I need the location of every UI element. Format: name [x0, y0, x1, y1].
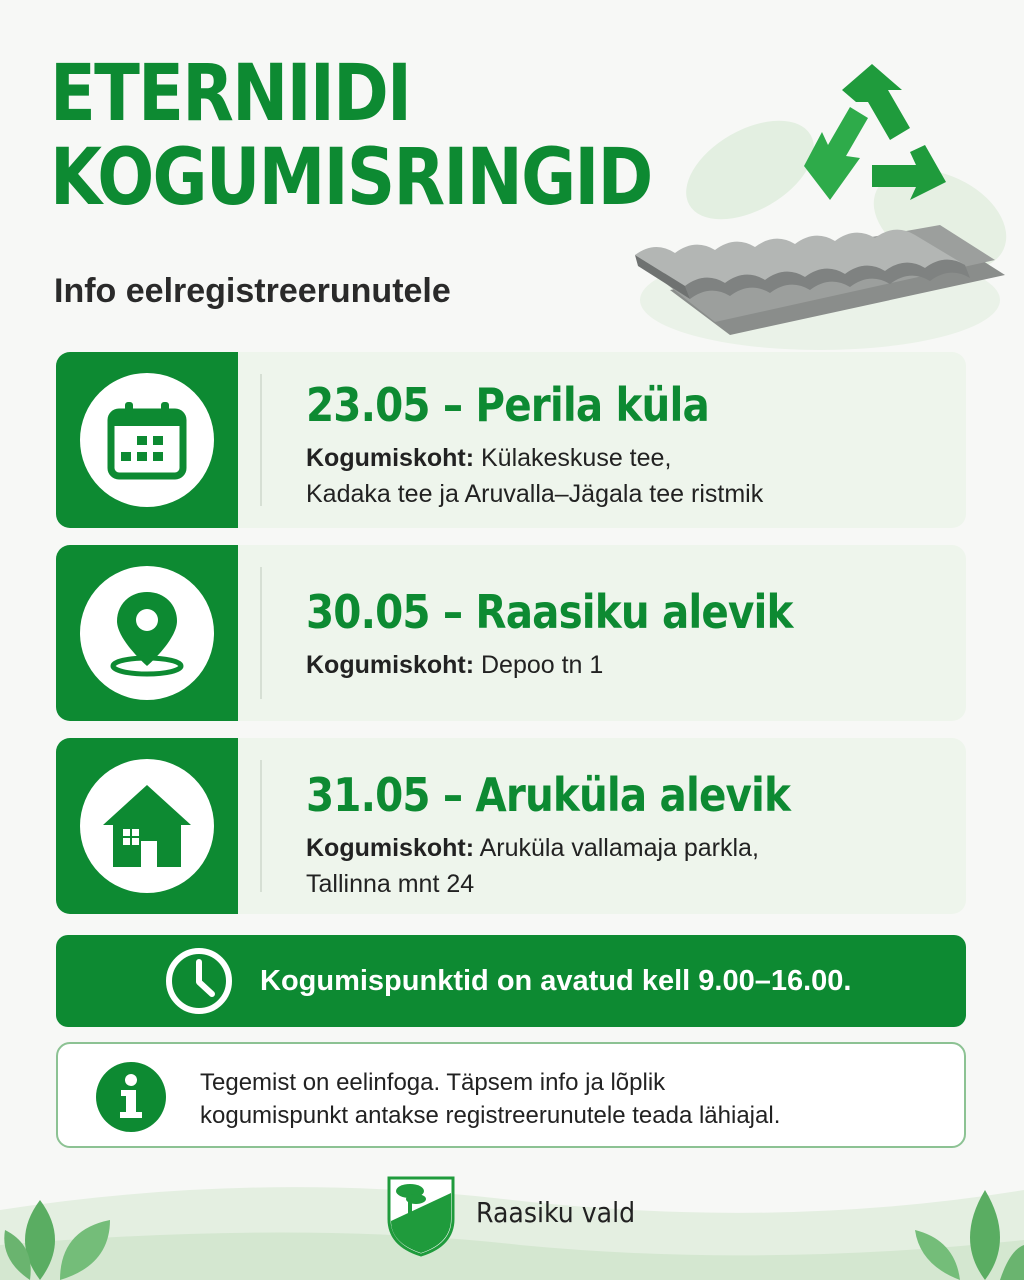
- event-card-perila: [56, 352, 966, 528]
- event-heading: 30.05 – Raasiku alevik: [306, 585, 793, 639]
- location-line-1: Aruküla vallamaja parkla,: [474, 834, 759, 862]
- event-heading: 23.05 – Perila küla: [306, 378, 709, 432]
- info-line-1: Tegemist on eelinfoga. Täpsem info ja lõplik: [200, 1069, 666, 1096]
- event-location: [306, 440, 946, 512]
- location-label: Kogumiskoht:: [306, 651, 475, 679]
- card-icon-panel: [56, 738, 238, 914]
- info-icon: [96, 1062, 166, 1132]
- title-line-1: ETERNIIDI: [50, 49, 411, 139]
- info-text: [200, 1066, 944, 1132]
- event-heading: 31.05 – Aruküla alevik: [306, 768, 791, 822]
- divider: [260, 374, 262, 506]
- opening-hours-text: Kogumispunktid on avatud kell 9.00–16.00.: [260, 964, 852, 997]
- event-card-arukula: [56, 738, 966, 914]
- location-label: Kogumiskoht:: [306, 834, 475, 862]
- recycle-icon: [804, 64, 946, 200]
- location-line-2: Tallinna mnt 24: [306, 870, 475, 898]
- info-notice: [56, 1042, 966, 1148]
- raasiku-coat-of-arms-logo: [386, 1175, 456, 1257]
- location-pin-icon: [105, 588, 189, 678]
- clock-icon: [164, 946, 234, 1016]
- event-card-raasiku: [56, 545, 966, 721]
- calendar-icon: [105, 398, 189, 482]
- house-icon: [99, 781, 195, 871]
- location-label: Kogumiskoht:: [306, 444, 475, 472]
- page-title: [50, 49, 704, 223]
- municipality-name: Raasiku vald: [476, 1196, 636, 1229]
- title-line-2: KOGUMISRINGID: [50, 133, 652, 223]
- event-location: [306, 830, 946, 902]
- divider: [260, 567, 262, 699]
- info-line-2: kogumispunkt antakse registreerunutele teada lähiajal.: [200, 1102, 781, 1129]
- location-line-1: Depoo tn 1: [474, 651, 604, 679]
- divider: [260, 760, 262, 892]
- event-location: [306, 647, 946, 683]
- card-icon-panel: [56, 545, 238, 721]
- location-line-1: Külakeskuse tee,: [474, 444, 672, 472]
- card-icon-panel: [56, 352, 238, 528]
- opening-hours-banner: [56, 935, 966, 1027]
- recycle-asbestos-illustration: [610, 50, 1020, 370]
- location-line-2: Kadaka tee ja Aruvalla–Jägala tee ristmik: [306, 480, 764, 508]
- subtitle: Info eelregistreerunutele: [54, 272, 451, 310]
